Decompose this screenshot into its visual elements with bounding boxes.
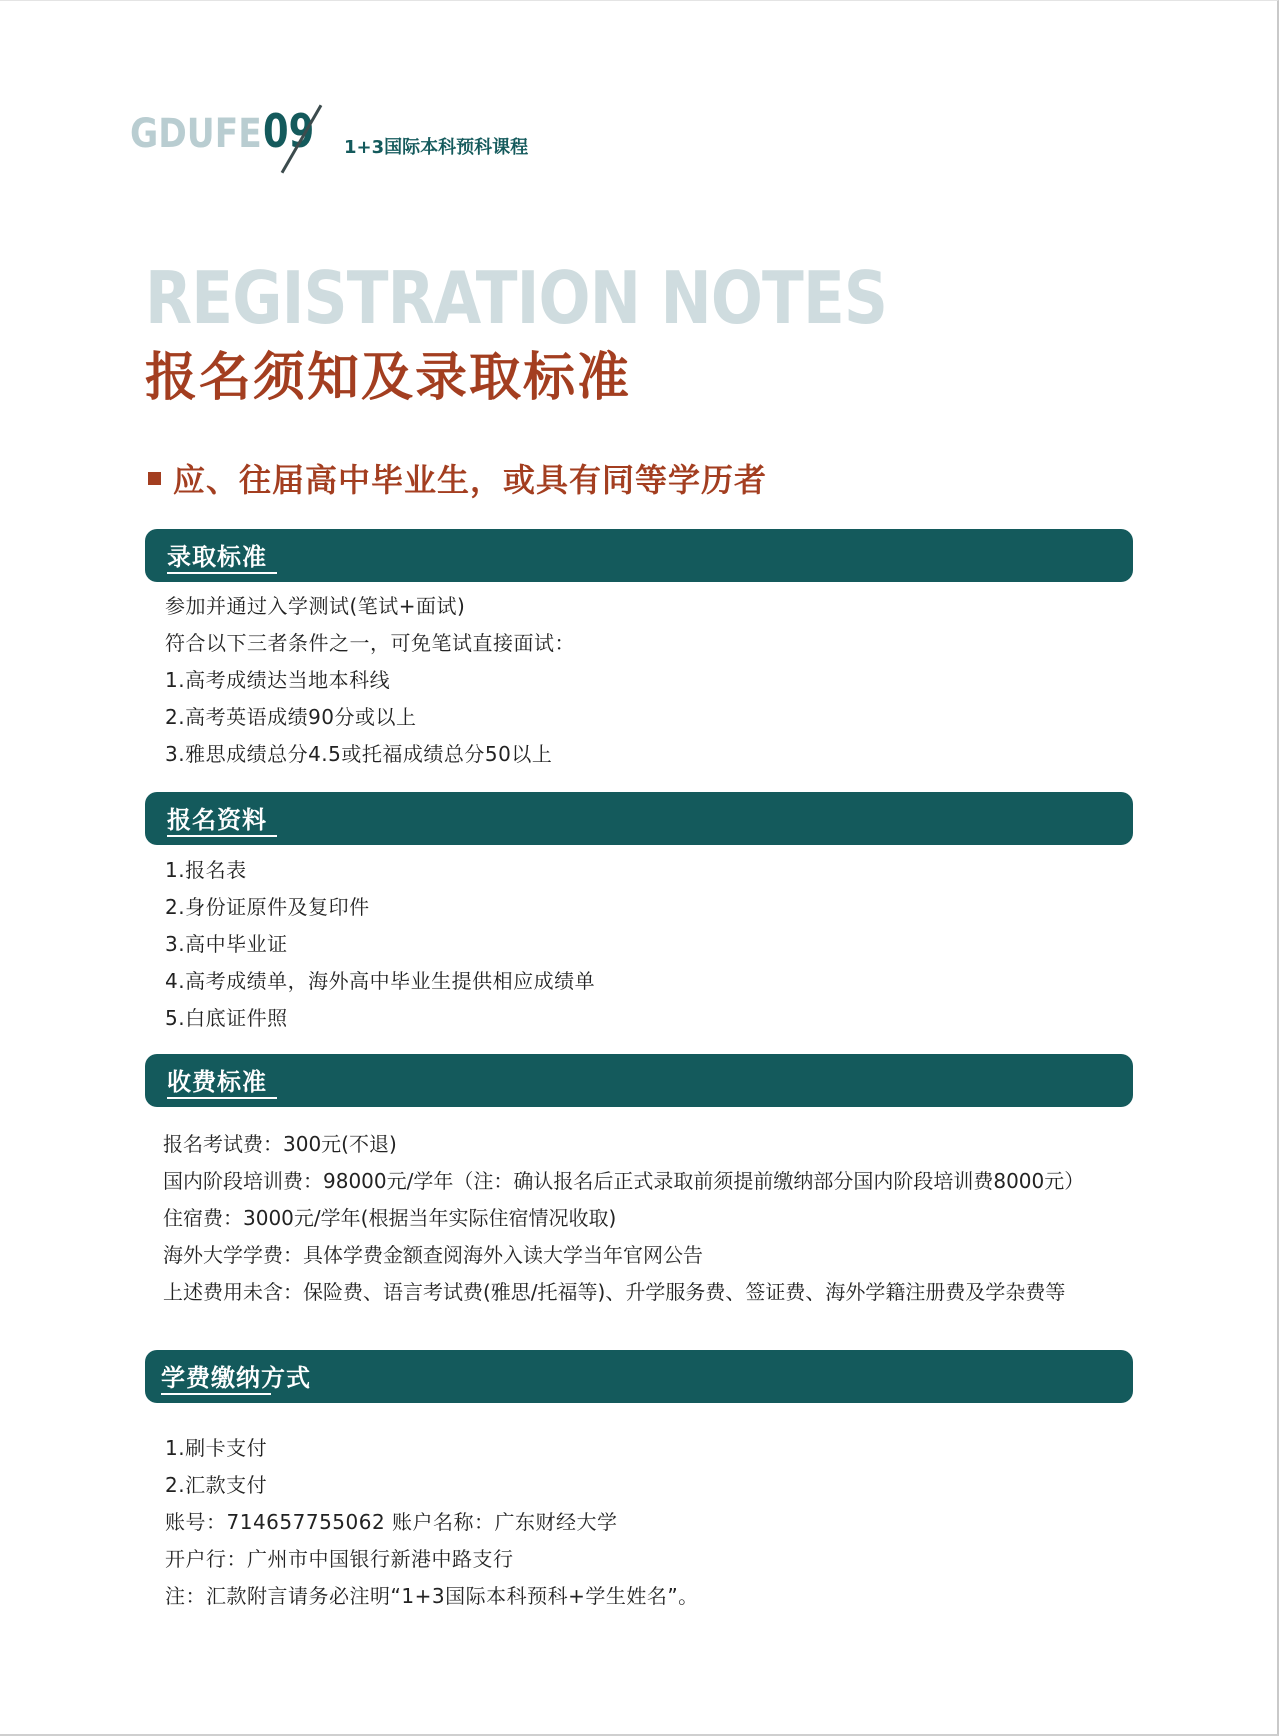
section-title-admission: 录取标准	[167, 543, 267, 571]
list-item: 报名考试费：300元(不退)	[163, 1132, 397, 1156]
section-title-fees: 收费标准	[167, 1068, 267, 1096]
list-item: 开户行：广州市中国银行新港中路支行	[165, 1547, 514, 1571]
fees-list	[163, 1126, 1084, 1311]
list-item: 5.白底证件照	[165, 1006, 288, 1030]
section-underline	[167, 572, 277, 574]
admission-list	[165, 588, 575, 773]
list-item: 上述费用未含：保险费、语言考试费(雅思/托福等)、升学服务费、签证费、海外学籍注册费及学杂费等	[163, 1280, 1066, 1304]
square-bullet-icon	[148, 472, 161, 485]
page-number: 09	[263, 104, 315, 158]
payment-list	[165, 1430, 699, 1615]
section-bar-admission	[145, 529, 1133, 582]
section-underline	[167, 835, 277, 837]
list-item: 3.雅思成绩总分4.5或托福成绩总分50以上	[165, 742, 553, 766]
course-name: 1+3国际本科预科课程	[344, 137, 529, 158]
section-title-payment: 学费缴纳方式	[161, 1364, 311, 1392]
section-bar-materials	[145, 792, 1133, 845]
list-item: 符合以下三者条件之一，可免笔试直接面试：	[165, 631, 575, 655]
section-title-materials: 报名资料	[167, 806, 267, 834]
section-underline	[167, 1097, 277, 1099]
list-item: 4.高考成绩单，海外高中毕业生提供相应成绩单	[165, 969, 596, 993]
list-item: 1.刷卡支付	[165, 1436, 268, 1460]
section-bar-payment	[145, 1350, 1133, 1403]
brand-name: GDUFE	[130, 111, 262, 157]
list-item: 账号：714657755062 账户名称：广东财经大学	[165, 1510, 618, 1534]
list-item: 住宿费：3000元/学年(根据当年实际住宿情况收取)	[163, 1206, 617, 1230]
list-item: 1.高考成绩达当地本科线	[165, 668, 391, 692]
list-item: 参加并通过入学测试(笔试+面试)	[165, 594, 466, 618]
list-item: 1.报名表	[165, 858, 247, 882]
english-title: REGISTRATION NOTES	[145, 256, 888, 340]
list-item: 2.身份证原件及复印件	[165, 895, 370, 919]
list-item: 海外大学学费：具体学费金额查阅海外入读大学当年官网公告	[163, 1243, 703, 1267]
audience-heading	[148, 455, 767, 501]
list-item: 2.汇款支付	[165, 1473, 268, 1497]
audience-text: 应、往届高中毕业生，或具有同等学历者	[173, 461, 768, 499]
list-item: 3.高中毕业证	[165, 932, 288, 956]
materials-list	[165, 852, 595, 1037]
chinese-title: 报名须知及录取标准	[145, 348, 632, 408]
section-bar-fees	[145, 1054, 1133, 1107]
list-item: 注：汇款附言请务必注明“1+3国际本科预科+学生姓名”。	[165, 1584, 699, 1608]
list-item: 2.高考英语成绩90分或以上	[165, 705, 417, 729]
section-underline	[161, 1393, 271, 1395]
list-item: 国内阶段培训费：98000元/学年（注：确认报名后正式录取前须提前缴纳部分国内阶段培训费8000元）	[163, 1169, 1085, 1193]
